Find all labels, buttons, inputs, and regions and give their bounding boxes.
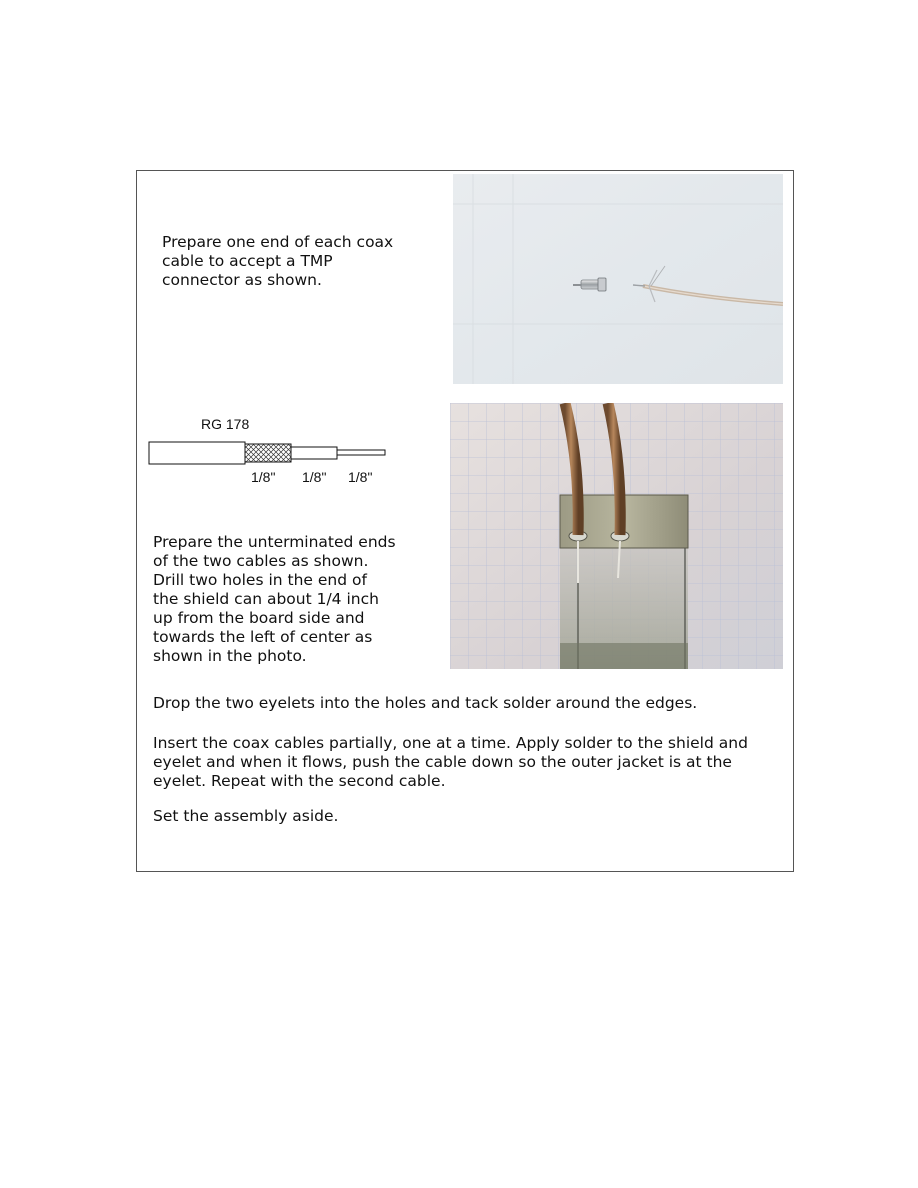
shield-can-photo — [450, 403, 783, 669]
prep-text: Prepare the unterminated ends of the two cables as shown. Drill two holes in the end of the shield can about 1/4 inch up from the board side and towards the left of center as shown in the photo. — [153, 533, 396, 665]
aside-instruction: Set the assembly aside. — [153, 807, 339, 825]
outer-jacket — [149, 442, 245, 464]
insert-instruction: Insert the coax cables partially, one at a time. Apply solder to the shield and eyelet and when it flows, push the cable down so the outer jacket is at the eyelet. Repeat with the second cable. — [153, 734, 748, 790]
connector-photo — [453, 174, 783, 384]
center-conductor — [337, 450, 385, 455]
dimension-label-conductor: 1/8" — [348, 469, 373, 485]
dielectric — [291, 447, 337, 459]
cable-strip-diagram — [146, 412, 396, 492]
cable-type-label: RG 178 — [201, 416, 250, 432]
braid-shield — [245, 444, 291, 462]
intro-text: Prepare one end of each coax cable to accept a TMP connector as shown. — [162, 233, 394, 289]
dimension-label-dielectric: 1/8" — [302, 469, 327, 485]
dimension-label-braid: 1/8" — [251, 469, 276, 485]
eyelet-instruction: Drop the two eyelets into the holes and tack solder around the edges. — [153, 694, 698, 712]
